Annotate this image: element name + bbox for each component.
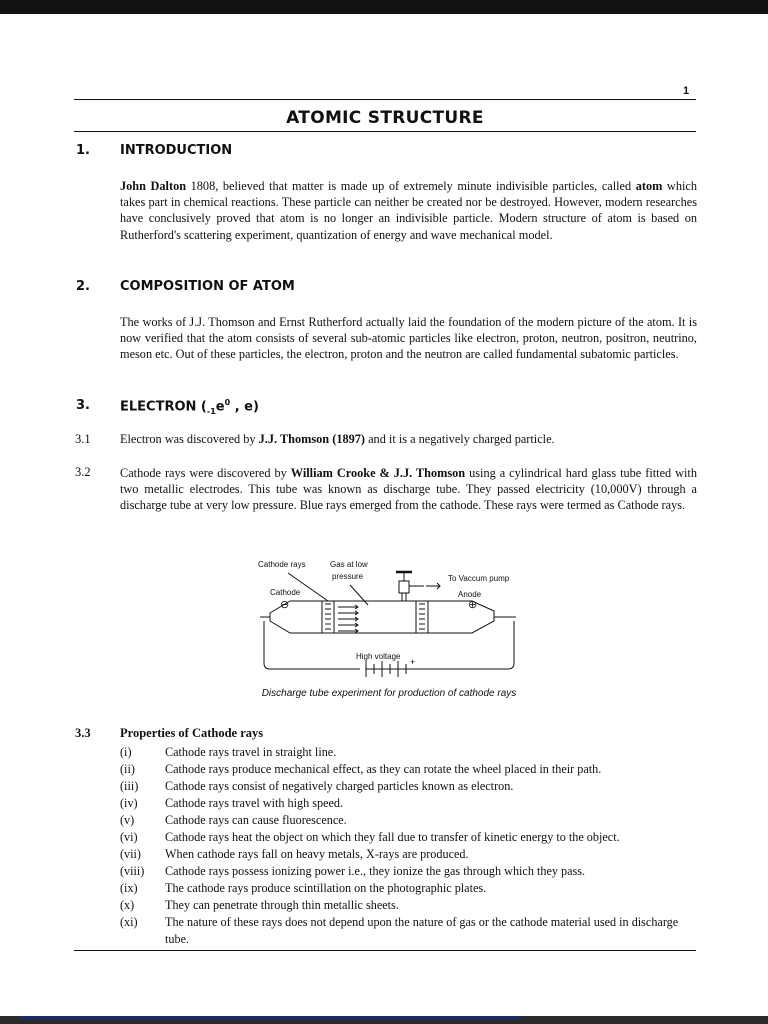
property-text: When cathode rays fall on heavy metals, X-rays are produced. [165, 847, 469, 861]
property-item [120, 863, 697, 880]
diagram-caption: Discharge tube experiment for production of cathode rays [261, 688, 517, 699]
properties-heading: Properties of Cathode rays [120, 726, 264, 740]
property-numeral: (v) [120, 813, 135, 827]
section-3-number: 3. [76, 398, 90, 413]
property-text: Cathode rays travel with high speed. [165, 796, 344, 810]
cathode-plate [322, 601, 334, 633]
header-rule-top [74, 99, 696, 100]
section-2-heading: COMPOSITION OF ATOM [120, 279, 295, 294]
property-numeral: (x) [120, 898, 135, 912]
label-cathode-rays: Cathode rays [258, 560, 306, 569]
property-text: Cathode rays travel in straight line. [165, 745, 337, 759]
property-item [120, 914, 697, 948]
page-number: 1 [683, 85, 690, 97]
discharge-tube [270, 601, 494, 633]
property-item [120, 778, 697, 795]
subsection-3-3-number: 3.3 [75, 726, 91, 740]
property-item [120, 846, 697, 863]
property-text: Cathode rays consist of negatively charged particles known as electron. [165, 779, 514, 793]
top-bar [0, 0, 768, 14]
pump-pipe [402, 593, 406, 601]
property-numeral: (ii) [120, 762, 135, 776]
section-2-number: 2. [76, 279, 90, 294]
property-numeral: (vi) [120, 830, 138, 844]
property-numeral: (iv) [120, 796, 138, 810]
property-item [120, 761, 697, 778]
battery-plus-sign: + [410, 657, 416, 667]
property-text: The nature of these rays does not depend upon the nature of gas or the cathode material used in discharge tube. [165, 915, 679, 946]
intro-paragraph: John Dalton 1808, believed that matter is made up of extremely minute indivisible particles, called atom which takes part in chemical reactions. These particle can neither be created nor be destroyed. However, modern researches have conclusively proved that atom is no longer an indivisible particle. Modern structure of atom is based on Rutherford's scattering experiment, quantization of energy and wave mechanical model. [120, 179, 697, 242]
anode-plate [416, 601, 428, 633]
property-numeral: (vii) [120, 847, 141, 861]
property-item [120, 897, 697, 914]
label-anode: Anode [458, 590, 482, 599]
bottom-bar [0, 1016, 768, 1024]
property-numeral: (i) [120, 745, 132, 759]
section-1-heading: INTRODUCTION [120, 143, 233, 158]
property-item [120, 829, 697, 846]
property-item [120, 812, 697, 829]
label-gas-line2: pressure [332, 572, 364, 581]
property-text: Cathode rays produce mechanical effect, as they can rotate the wheel placed in their path. [165, 762, 602, 776]
header-rule-bottom [74, 131, 696, 132]
section-3-heading: ELECTRON ($_{-1}e^0$ , e) [120, 398, 259, 416]
label-gas-line1: Gas at low [330, 560, 368, 569]
anode-plus-sign: ⊕ [468, 599, 478, 611]
circuit-wire [264, 621, 514, 669]
property-item [120, 880, 697, 897]
property-numeral: (viii) [120, 864, 145, 878]
subsection-3-1-text: Electron was discovered by J.J. Thomson (1897) and it is a negatively charged particle. [120, 432, 555, 446]
composition-paragraph: The works of J.J. Thomson and Ernst Rutherford actually laid the foundation of the modern picture of the atom. It is now verified that the atom consists of several sub-atomic particles like electron, proton, neutron, positron, neutrino, meson etc. Out of these particles, the electron, proton and the neutron are called fundamental subatomic particles. [120, 315, 697, 362]
property-text: They can penetrate through thin metallic sheets. [165, 898, 399, 912]
property-numeral: (ix) [120, 881, 138, 895]
cathode-minus-sign: ⊖ [280, 599, 290, 611]
label-vacuum-pump: To Vaccum pump [448, 574, 510, 583]
section-1-number: 1. [76, 143, 90, 158]
footer-rule [74, 950, 696, 951]
label-high-voltage: High voltage [356, 652, 401, 661]
progress-segment [20, 1016, 520, 1019]
label-cathode: Cathode [270, 588, 301, 597]
property-numeral: (iii) [120, 779, 139, 793]
subsection-3-1-number: 3.1 [75, 432, 91, 446]
cathode-ray-arrows [338, 605, 358, 633]
property-item [120, 744, 697, 761]
property-text: Cathode rays heat the object on which they fall due to transfer of kinetic energy to the object. [165, 830, 620, 844]
property-text: Cathode rays can cause fluorescence. [165, 813, 347, 827]
subsection-3-2-number: 3.2 [75, 465, 91, 479]
subsection-3-2-text: Cathode rays were discovered by William Crooke & J.J. Thomson using a cylindrical hard glass tube fitted with two metallic electrodes. This tube was known as discharge tube. They passed electricity (10,000V) through a discharge tube at very low pressure. Blue rays emerged from the cathode. These rays were termed as Cathode rays. [120, 466, 698, 513]
property-item [120, 795, 697, 812]
properties-list [120, 744, 697, 948]
valve [399, 581, 409, 593]
discharge-tube-diagram [240, 555, 540, 705]
property-text: The cathode rays produce scintillation on the photographic plates. [165, 881, 487, 895]
page-title: ATOMIC STRUCTURE [286, 108, 484, 128]
property-text: Cathode rays possess ionizing power i.e., they ionize the gas through which they pass. [165, 864, 586, 878]
property-numeral: (xi) [120, 915, 138, 929]
